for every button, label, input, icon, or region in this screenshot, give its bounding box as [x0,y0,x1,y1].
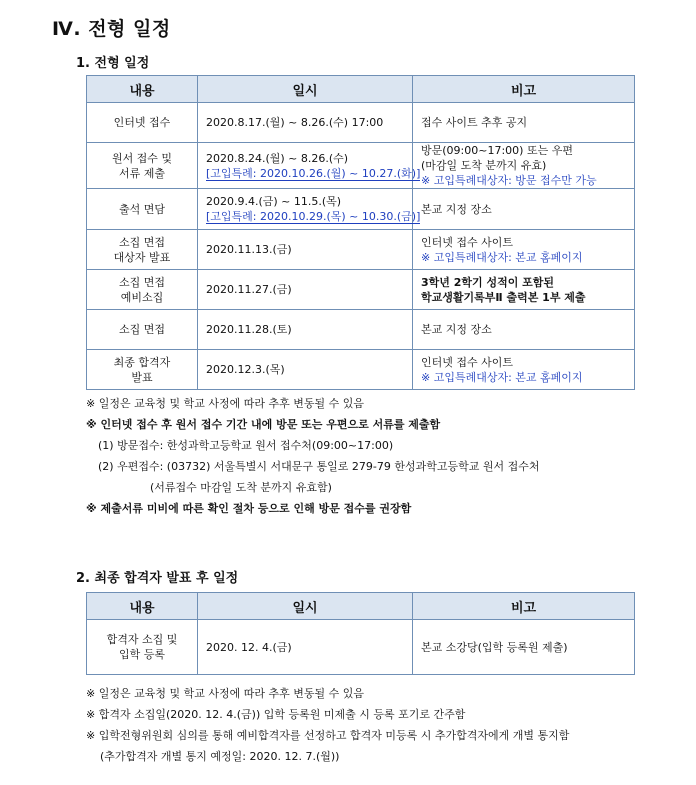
header-datetime: 일시 [198,76,413,103]
item-text: 소집 면접 [118,323,165,336]
table-row [87,620,635,675]
cell-datetime [198,350,413,390]
date-text: 2020.8.17.(월) ~ 8.26.(수) 17:00 [206,116,384,129]
remark-text: (마감일 도착 분까지 유효) [421,159,547,172]
header-content: 내용 [87,593,198,620]
date-text: 2020.12.3.(목) [206,363,285,376]
note-line: (서류접수 마감일 도착 분까지 유효함) [150,481,332,494]
note-line: ※ 제출서류 미비에 따른 확인 절차 등으로 인해 방문 접수를 권장함 [86,502,412,515]
cell-content [87,350,198,390]
special-admission-remark: ※ 고입특례대상자: 본교 홈페이지 [421,370,583,384]
cell-remarks [413,189,635,230]
special-admission-date: [고입특례: 2020.10.26.(월) ~ 10.27.(화)] [206,166,421,180]
cell-remarks [413,103,635,143]
table-row [87,103,635,143]
item-text: 원서 접수 및 [111,151,173,165]
note-line: ※ 일정은 교육청 및 학교 사정에 따라 추후 변동될 수 있음 [86,687,364,700]
note-line: ※ 일정은 교육청 및 학교 사정에 따라 추후 변동될 수 있음 [86,397,364,410]
item-text: 합격자 소집 및 [106,633,178,646]
remark-text: 본교 지정 장소 [421,323,492,336]
cell-content [87,310,198,350]
table-row [87,310,635,350]
item-text: 입학 등록 [118,648,165,661]
cell-remarks [413,310,635,350]
date-text: 2020.8.24.(월) ~ 8.26.(수) [206,151,349,165]
cell-datetime [198,143,421,189]
item-text: 인터넷 접수 [113,116,171,129]
header-datetime: 일시 [198,593,413,620]
remark-text: 접수 사이트 추후 공지 [421,116,528,129]
item-text: 소집 면접 [118,275,165,289]
cell-remarks [413,230,635,270]
remark-text: 인터넷 접수 사이트 [421,355,514,369]
schedule-notes [86,393,539,519]
cell-remarks [413,350,635,390]
cell-datetime [198,103,413,143]
table-row [87,189,635,230]
schedule-table [86,75,635,390]
special-admission-remark: ※ 고입특례대상자: 본교 홈페이지 [421,250,583,264]
table-row [87,230,635,270]
cell-datetime [198,270,413,310]
table-row [87,350,635,390]
note-line: ※ 인터넷 접수 후 원서 접수 기간 내에 방문 또는 우편으로 서류를 제출함 [86,418,441,431]
item-text: 대상자 발표 [113,250,171,264]
cell-content [87,103,198,143]
cell-content [87,270,198,310]
remark-text: 인터넷 접수 사이트 [421,235,514,249]
table-header-row [87,76,635,103]
post-announcement-notes [86,683,569,767]
remark-text: 본교 지정 장소 [421,202,492,216]
item-text: 발표 [131,370,153,384]
item-text: 소집 면접 [118,235,165,249]
note-line: (2) 우편접수: (03732) 서울특별시 서대문구 통일로 279-79 한성과학고등학교 원서 접수처 [98,460,540,473]
cell-content [87,620,198,675]
remark-text: 방문(09:00~17:00) 또는 우편 [421,144,573,157]
cell-remarks [413,270,635,310]
post-announcement-table [86,592,635,675]
header-content: 내용 [87,76,198,103]
cell-datetime [198,189,421,230]
note-line: ※ 입학전형위원회 심의를 통해 예비합격자를 선정하고 합격자 미등록 시 추가합격자에게 개별 통지함 [86,729,570,742]
special-admission-date: [고입특례: 2020.10.29.(목) ~ 10.30.(금)] [206,210,421,223]
date-text: 2020. 12. 4.(금) [206,640,292,654]
note-line: ※ 합격자 소집일(2020. 12. 4.(금)) 입학 등록원 미제출 시 등록 포기로 간주함 [86,708,466,721]
cell-remarks [413,620,635,675]
cell-datetime [198,310,413,350]
cell-content [87,189,198,230]
remark-text-bold: 학교생활기록부Ⅱ 출력본 1부 제출 [421,290,586,304]
special-admission-remark: ※ 고입특례대상자: 방문 접수만 가능 [421,174,597,187]
item-text: 예비소집 [120,290,164,304]
table-header-row [87,593,635,620]
item-text: 출석 면담 [118,202,165,216]
cell-content [87,230,198,270]
cell-datetime [198,620,413,675]
date-text: 2020.11.27.(금) [206,283,292,296]
header-remarks: 비고 [413,76,635,103]
special-date-line [206,166,421,181]
item-text: 서류 제출 [118,166,165,180]
cell-content [87,143,198,189]
item-text: 최종 합격자 [113,355,171,369]
post-announcement-subtitle: 2. 최종 합격자 발표 후 일정 [76,571,239,586]
section-title: Ⅳ. 전형 일정 [52,18,171,40]
schedule-subtitle: 1. 전형 일정 [76,56,150,71]
note-line: (추가합격자 개별 통지 예정일: 2020. 12. 7.(월)) [100,750,340,763]
remark-text: 본교 소강당(입학 등록원 제출) [421,640,568,654]
cell-remarks [413,143,635,189]
note-line: (1) 방문접수: 한성과학고등학교 원서 접수처(09:00~17:00) [98,439,394,452]
remark-text-bold: 3학년 2학기 성적이 포함된 [421,275,555,289]
date-text: 2020.11.28.(토) [206,323,292,336]
header-remarks: 비고 [413,593,635,620]
table-row [87,143,635,189]
date-text: 2020.9.4.(금) ~ 11.5.(목) [206,195,342,208]
special-date-line [206,209,421,224]
cell-datetime [198,230,413,270]
table-row [87,270,635,310]
date-text: 2020.11.13.(금) [206,243,292,256]
